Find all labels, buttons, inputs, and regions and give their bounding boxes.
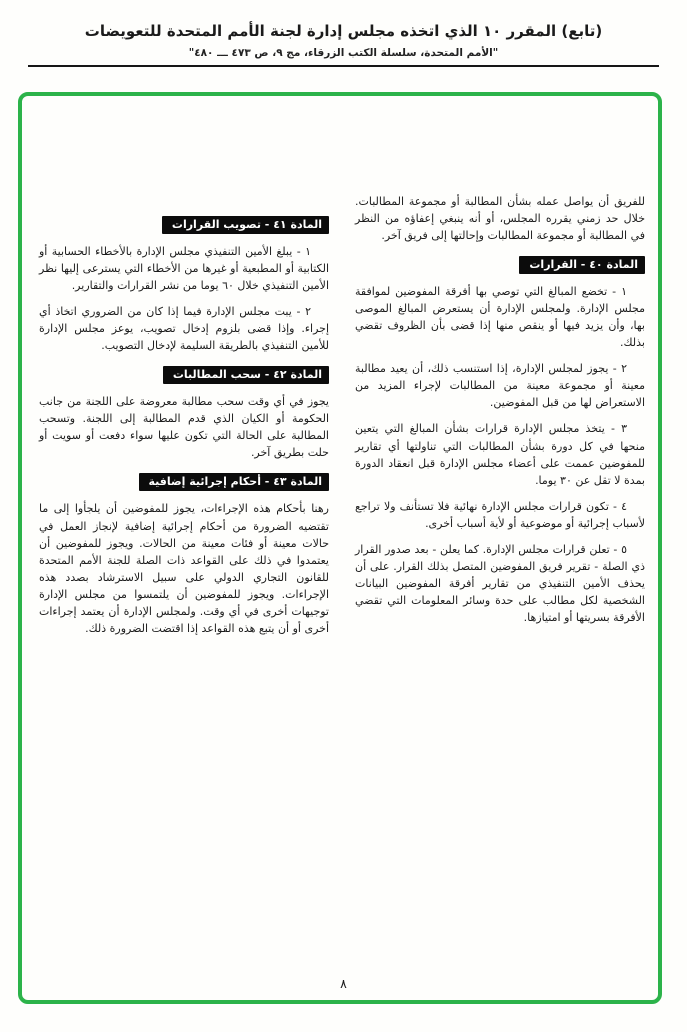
section-heading-article-40: المادة ٤٠ - القرارات [519,256,645,274]
paragraph-article41-1: ١ - يبلغ الأمين التنفيذي مجلس الإدارة بالأخطاء الحسابية أو الكتابية أو المطبعية أو غيرها من الأخطاء التي يسترعى إليها نظر الأمين التنفيذي خلال ٦٠ يوما من نشر القرارات والتقارير. [39,245,329,293]
paragraph-article40-2: ٢ - يجوز لمجلس الإدارة، إذا استنسب ذلك، أن يعيد مطالبة معينة أو مجموعة معينة من المطالبات لإجراء المزيد من الاستعراض لها من قبل المفوضين. [355,362,645,410]
section-heading-article-43: المادة ٤٣ - أحكام إجرائية إضافية [139,473,329,491]
paragraph-article41-2: ٢ - يبت مجلس الإدارة فيما إذا كان من الضروري اتخاذ أي إجراء. وإذا قضى بلزوم إدخال تصويب، يوعز مجلس الإدارة للأمين التنفيذي بالطريقة السليمة لإدخال التصويب. [39,305,329,353]
paragraph-article40-5: ٥ - تعلن قرارات مجلس الإدارة. كما يعلن - بعد صدور القرار ذي الصلة - تقرير فريق المفوضين المتصل بذلك القرار. على أن يحذف الأمين التنفيذي من تقارير أفرقة المفوضين البيانات الشخصية لكل مطالب على حدة وسائر المعلومات التي تقضي الأفرقة بسريتها أو امتيازها. [355,542,645,624]
header-divider [28,65,659,67]
page-header [0,22,687,59]
section-heading-row [355,253,645,274]
column-left [39,193,329,646]
document-title: (تابع) المقرر ١٠ الذي اتخذه مجلس إدارة لجنة الأمم المتحدة للتعويضات [84,22,603,40]
paragraph-article40-4: ٤ - تكون قرارات مجلس الإدارة نهائية فلا تستأنف ولا تراجع لأسباب إجرائية أو موضوعية أو لأية أسباب أخرى. [355,499,645,530]
document-source-line: "الأمم المتحدة، سلسلة الكتب الزرقاء، مج ٩، ص ٤٧٣ ـــ ٤٨٠" [188,47,499,59]
paragraph-continuation: للفريق أن يواصل عمله بشأن المطالبة أو مجموعة المطالبات. خلال حد زمني يقرره المجلس، أو أنه ينبغي إعفاؤه من النظر في المطالبة أو مجموعة المطالبات وإحالتها إلى فريق آخر. [355,195,645,243]
document-body [39,193,645,646]
section-heading-article-41: المادة ٤١ - تصويب القرارات [162,216,329,234]
section-heading-row [39,363,329,384]
section-heading-article-42: المادة ٤٢ - سحب المطالبات [163,366,329,384]
paragraph-article40-3: ٣ - يتخذ مجلس الإدارة قرارات بشأن المبالغ التي يتعين منحها في كل دورة بشأن المطالبات التي تناولتها أي تقارير للمفوضين عممت على أعضاء مجلس الإدارة قبل انعقاد الدورة بمدة لا تقل عن ٣٠ يوما. [355,422,645,487]
paragraph-article40-1: ١ - تخضع المبالغ التي توصي بها أفرقة المفوضين لموافقة مجلس الإدارة. ولمجلس الإدارة أن يستعرض المبالغ الموصى بها، وأن يزيد فيها أو ينقص منها إذا قضى بأن الظروف تقضي بذلك. [355,285,645,350]
column-right [355,193,645,646]
section-heading-row [39,470,329,491]
paragraph-article42: يجوز في أي وقت سحب مطالبة معروضة على اللجنة من جانب الحكومة أو الكيان الذي قدم المطالبة إلى اللجنة. وتسحب المطالبة على الحالة التي تكون عليها سواء دفعت أو سويت أو حلت بطريق آخر. [39,395,329,460]
section-heading-row [39,213,329,234]
paragraph-article43: رهنا بأحكام هذه الإجراءات، يجوز للمفوضين أن يلجأوا إلى ما تقتضيه الضرورة من أحكام إجرائية إضافية لإنجاز العمل في حالات معينة أو فئات معينة من الحالات. ويجوز للمفوضين أن يعتمدوا في ذلك على القواعد ذات الصلة للجنة الأمم المتحدة للقانون التجاري الدولي على سبيل الاسترشاد بصدد هذه الإجراءات. ويجوز للمفوضين أن يلتمسوا من مجلس الإدارة توجيهات أخرى في أي وقت. ولمجلس الإدارة أن يعتمد إجراءات أخرى أو أن يتبع هذه القواعد إذا اقتضت الضرورة ذلك. [39,502,329,635]
page-number: ٨ [340,976,347,991]
